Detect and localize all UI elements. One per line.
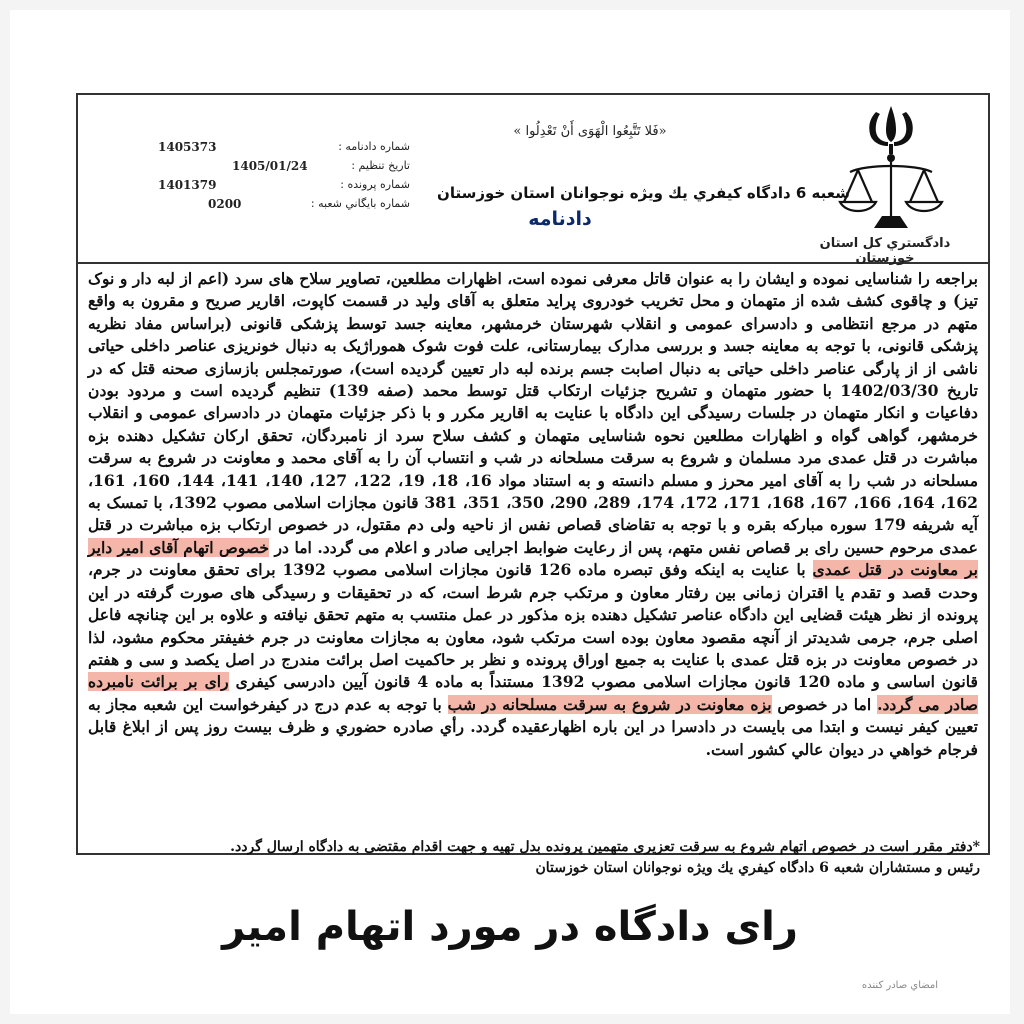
- signatories: رئيس و مستشاران شعبه 6 دادگاه كيفري يك ويژه نوجوانان استان خوزستان: [535, 860, 980, 876]
- meta-label: شماره بايگاني شعبه :: [310, 197, 410, 210]
- meta-value: 0200: [208, 197, 242, 211]
- clerk-note: *دفتر مقرر است در خصوص اتهام شروع به سرقت تعزیری متهمین پرونده بدل تهیه و جهت اقدام مقتضی به دادگاه ارسال گردد.: [230, 839, 980, 855]
- document-type-title: دادنامه: [528, 208, 592, 230]
- court-branch-title: شعبه 6 دادگاه كيفري يك ويژه نوجوانان استان خوزستان: [437, 184, 850, 202]
- highlight-accessory-murder: خصوص اتهام آقای امیر دایر بر معاونت در قتل عمدی: [88, 537, 979, 580]
- org-name: دادگستري كل استان خوزستان: [819, 236, 951, 266]
- meta-value: 1405/01/24: [232, 159, 308, 173]
- judiciary-emblem-icon: [836, 98, 946, 238]
- verdict-paragraph: براجعه را شناسایی نموده و ایشان را به عنوان قاتل معرفی نموده است، اظهارات مطلعین، تصاویر سلاح های سرد (اعم از لبه دار و نوک تیز) و چاقوی کشف شده از متهمان و محل تخریب خودروی پراید متعلق به آقای ولید در قسمت کاپوت، اقاریر صریح و مقرون به واقع متهم در مرجع انتظامی و دادسرای عمومی و انقلاب شهرستان خرمشهر، معاینه جسد توسط پزشکی قانونی (براساس مفاد نظریه پزشکی قانونی، با توجه به معاینه جسد و بررسی مدارک بیمارستانی، علت فوت شوک هموراژیک به دنبال خونریزی عناصر داخلی حیاتی ناشی از از پارگی عناصر داخلی حیاتی به دنبال اصابت جسم برنده لبه دار تعیین گردیده است)، صورتمجلس بازسازی صحنه قتل که در تاریخ 1402/03/30 با حضور متهمان و تشریح جزئیات ارتکاب قتل توسط محمد (صفه 139) تنظیم گردیده است و مردود بودن دفاعیات و انکار متهمان در جلسات رسیدگی این دادگاه با عنایت به اقاریر مکرر و با ذکر جزئیات متهمان در دادسرای عمومی و انقلاب خرمشهر، گواهی گواه و اظهارات مطلعین نحوه شناسایی متهمان و کشف سلاح سرد از نامبردگان، تحقق ارکان تشکیل دهنده بزه مباشرت در قتل عمدی مرد مسلمان و شروع به سرقت مسلحانه در شب و انتساب آن را به آقای محمد و معاونت در شروع به سرقت مسلحانه در شب را به آقای امیر محرز و مسلم دانسته و به استناد مواد 16، 18، 19، 122، 127، 140، 141، 144، 160، 161، 162، 164، 166، 167، 168، 171، 172، 174، 289، 290، 350، 351، 381 قانون مجازات اسلامی مصوب 1392، با تمسک به آیه شریفه 179 سوره مبارکه بقره و با توجه به تقاضای قصاص نفس از ناحیه ولی دم مقتول، در خصوص ارتکاب بزه مباشرت در قتل عمدی مرحوم حسین رای بر قصاص نفس متهم، پس از رعایت ضوابط اجرایی صادر و اعلام می گردد. اما در: [88, 269, 979, 557]
- case-metadata: [150, 140, 410, 216]
- quran-verse: «فَلا تَتَّبِعُوا الْهَوَى أَنْ تَعْدِلُوا »: [513, 124, 667, 139]
- verdict-paragraph: با توجه به عدم درج در کیفرخواست این شعبه مجاز به تعیین کیفر نیست و ابتدا می بایست در دادسرا در این باره اظهارعقیده گردد. رأي صادره حضوري و ظرف بيست روز پس از ابلاغ قابل فرجام خواهي در ديوان عالي كشور است.: [88, 694, 978, 759]
- meta-label: تاريخ تنظيم :: [351, 159, 410, 172]
- highlight-acquittal: رای بر برائت نامبرده صادر می گردد.: [88, 672, 978, 714]
- meta-row-date: [150, 159, 410, 178]
- image-caption: رای دادگاه در مورد اتهام امیر: [222, 904, 798, 950]
- verdict-paragraph: اما در خصوص: [771, 694, 878, 714]
- verdict-body: [88, 268, 978, 761]
- meta-label: شماره پرونده :: [340, 178, 410, 191]
- highlight-armed-robbery: بزه معاونت در شروع به سرقت مسلحانه در شب: [447, 694, 772, 714]
- issuer-signature-label: امضاي صادر كننده: [861, 980, 939, 991]
- meta-value: 1401379: [158, 178, 217, 192]
- verdict-paragraph: با عنایت به اینکه وفق تبصره ماده 126 قانون مجازات اسلامی مصوب 1392 برای تحقق معاونت در جرم، وحدت قصد و تقدم یا اقتران زمانی بین رفتار معاون و مرتکب جرم شرط است، که در تحقیقات و رسیدگی های صورت گرفته در این پرونده از نظر هیئت قضایی این دادگاه عناصر تشکیل دهنده بزه مذکور در عمل منتسب به متهم تحقق نیافته و علاوه بر این چنانچه فاعل اصلی جرم، جرمی شدیدتر از آنچه مقصود معاون بوده است مرتکب شود، معاون به مجازات معاونت در جرم خفیفتر محکوم مشود، لذا در خصوص معاونت در بزه قتل عمدی با عنایت به جمیع اوراق پرونده و نظر بر حاکمیت اصل برائت مندرج در اصل یکصد و سی و هفتم قانون اساسی و ماده 120 قانون مجازات اسلامی مصوب 1392 مستنداً به ماده 4 قانون آیین دادرسی کیفری: [88, 560, 978, 692]
- meta-value: 1405373: [158, 140, 217, 154]
- meta-row-verdict-number: [150, 140, 410, 159]
- meta-row-case-number: [150, 178, 410, 197]
- meta-row-archive-number: [150, 197, 410, 216]
- meta-label: شماره دادنامه :: [338, 140, 410, 153]
